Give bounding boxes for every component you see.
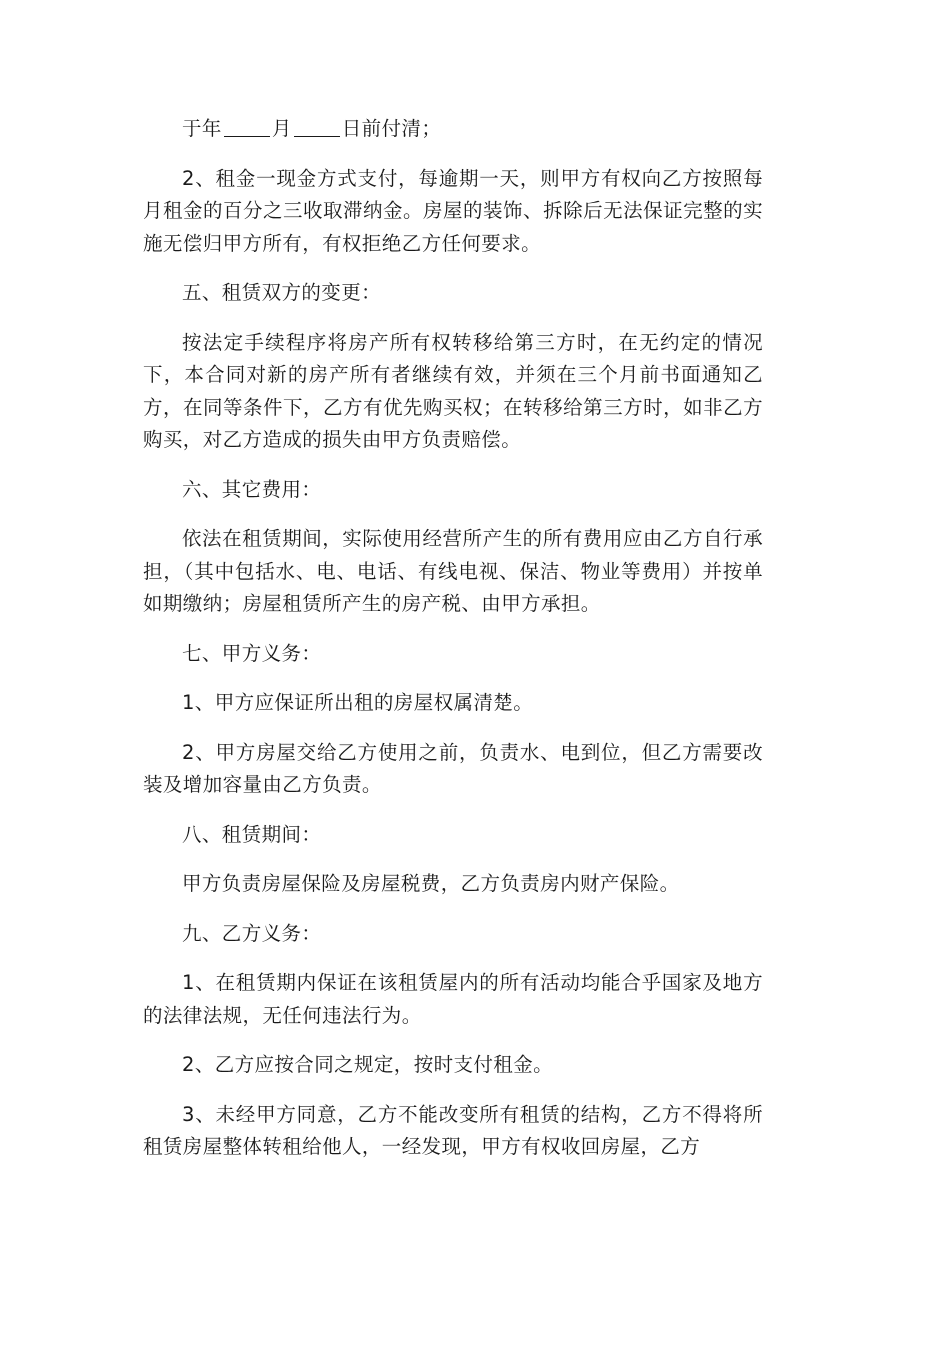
payment-date-line xyxy=(143,113,763,146)
section-heading-party-b-duties: 九、乙方义务： xyxy=(182,921,322,945)
document-body xyxy=(143,113,763,1164)
fees-clause: 依法在租赁期间，实际使用经营所产生的所有费用应由乙方自行承担，（其中包括水、电、电话、有线电视、保洁、物业等费用）并按单如期缴纳；房屋租赁所产生的房产税、由甲方承担。 xyxy=(143,527,763,615)
payment-month-text: 月 xyxy=(271,117,292,140)
section-heading-lease-period: 八、租赁期间： xyxy=(182,822,322,846)
party-b-duty-3: 3、未经甲方同意，乙方不能改变所有租赁的结构，乙方不得将所租赁房屋整体转租给他人，一经发现，甲方有权收回房屋，乙方 xyxy=(143,1102,763,1158)
ownership-transfer-clause: 按法定手续程序将房产所有权转移给第三方时，在无约定的情况下，本合同对新的房产所有者继续有效，并须在三个月前书面通知乙方，在同等条件下，乙方有优先购买权；在转移给第三方时，如非乙方购买，对乙方造成的损失由甲方负责赔偿。 xyxy=(143,330,763,451)
party-a-duty-1: 1、甲方应保证所出租的房屋权属清楚。 xyxy=(182,691,534,714)
payment-year-text: 于年 xyxy=(182,117,222,140)
blank-field xyxy=(294,118,340,137)
blank-field xyxy=(224,118,270,137)
payment-day-text: 日前付清； xyxy=(341,117,442,140)
party-b-duty-2: 2、乙方应按合同之规定，按时支付租金。 xyxy=(182,1053,554,1076)
rent-payment-clause: 2、租金一现金方式支付，每逾期一天，则甲方有权向乙方按照每月租金的百分之三收取滞纳金。房屋的装饰、拆除后无法保证完整的实施无偿归甲方所有，有权拒绝乙方任何要求。 xyxy=(143,166,763,255)
section-heading-party-a-duties: 七、甲方义务： xyxy=(182,641,322,665)
party-b-duty-1: 1、在租赁期内保证在该租赁屋内的所有活动均能合乎国家及地方的法律法规，无任何违法行为。 xyxy=(143,971,763,1027)
section-heading-other-fees: 六、其它费用： xyxy=(182,477,322,501)
section-heading-change: 五、租赁双方的变更： xyxy=(182,281,382,304)
insurance-clause: 甲方负责房屋保险及房屋税费，乙方负责房内财产保险。 xyxy=(182,872,680,895)
party-a-duty-2: 2、甲方房屋交给乙方使用之前，负责水、电到位，但乙方需要改装及增加容量由乙方负责。 xyxy=(143,740,763,796)
